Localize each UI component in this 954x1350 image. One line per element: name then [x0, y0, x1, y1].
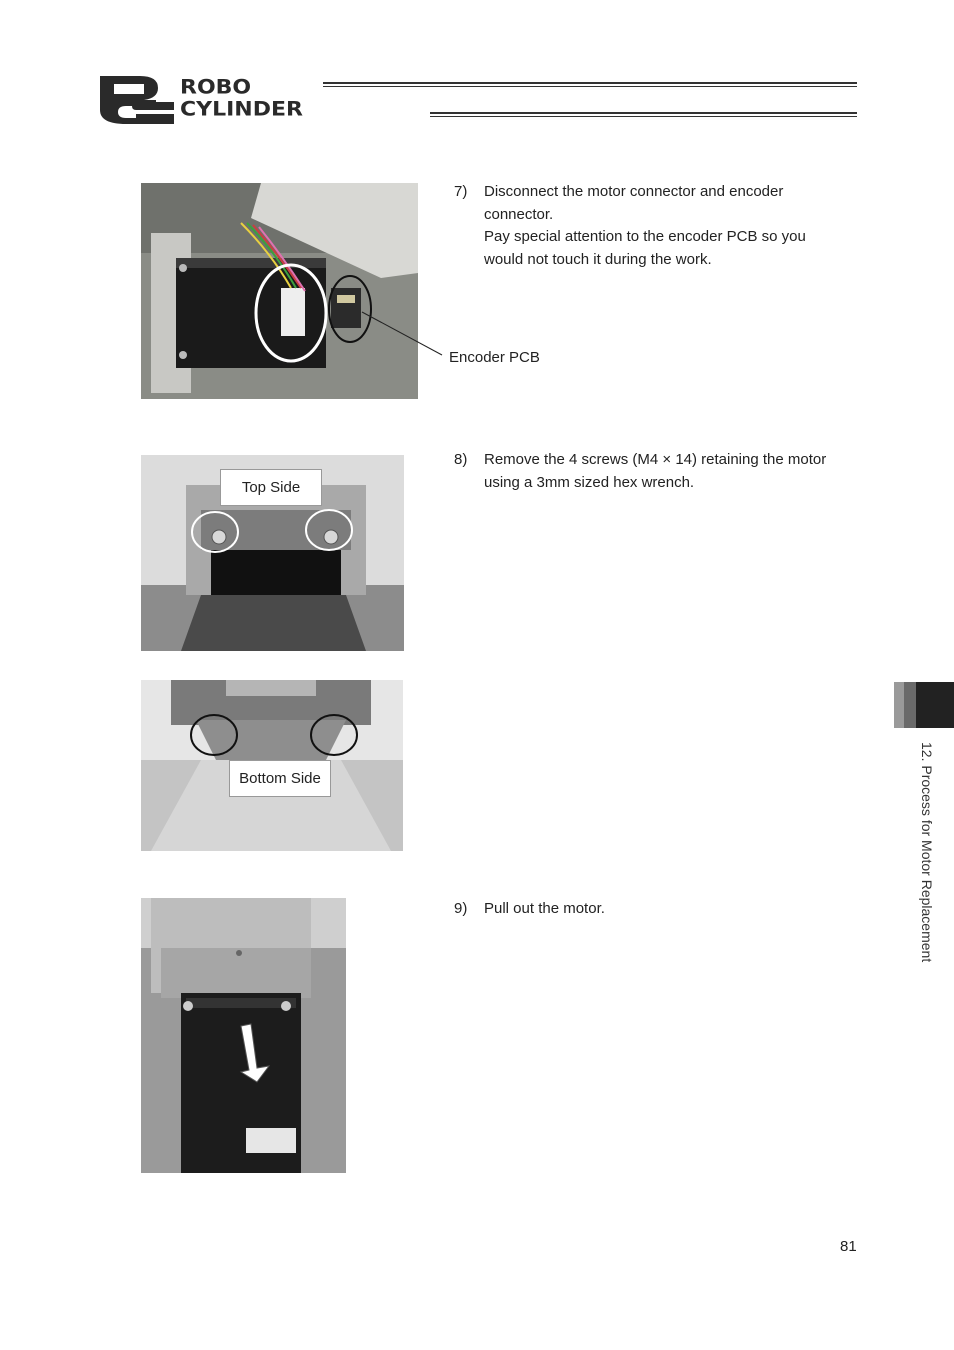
step-number: 8)	[454, 451, 468, 468]
step-number: 7)	[454, 183, 468, 200]
logo-text-robo: ROBO	[180, 76, 252, 99]
step-9	[454, 898, 864, 924]
top-side-label: Top Side	[220, 469, 322, 506]
step-text	[484, 898, 605, 921]
header-rule	[430, 116, 857, 117]
chapter-tab-marker	[904, 682, 916, 728]
page-number: 81	[840, 1238, 857, 1255]
chapter-tab-marker	[916, 682, 954, 728]
chapter-tab-marker	[894, 682, 904, 728]
step-line: would not touch it during the work.	[484, 250, 712, 268]
bottom-side-label: Bottom Side	[229, 760, 331, 797]
encoder-pcb-label: Encoder PCB	[449, 349, 540, 366]
step-line: Remove the 4 screws (M4 × 14) retaining the motor	[484, 451, 827, 468]
step-8	[454, 449, 864, 499]
step-line: connector.	[484, 205, 554, 223]
chapter-side-title: 12. Process for Motor Replacement	[919, 742, 935, 963]
photo-pull-out-motor	[141, 898, 346, 1173]
rc-logo-icon	[96, 74, 174, 126]
step-7	[454, 181, 864, 281]
step-text	[484, 449, 826, 494]
step-number: 9)	[454, 900, 468, 917]
photo-motor-connectors	[141, 183, 418, 399]
step-line: Pay special attention to the encoder PCB so you	[484, 228, 806, 245]
header-rule	[430, 112, 857, 114]
step-line: Pull out the motor.	[484, 900, 605, 917]
step-line: Disconnect the motor connector and encoder	[484, 183, 784, 200]
callout-line	[360, 310, 450, 360]
logo-text-cylinder: CYLINDER	[180, 98, 303, 121]
step-line: using a 3mm sized hex wrench.	[484, 473, 695, 491]
step-text	[484, 181, 806, 271]
header-rule	[323, 86, 857, 87]
header-rule	[323, 82, 857, 84]
